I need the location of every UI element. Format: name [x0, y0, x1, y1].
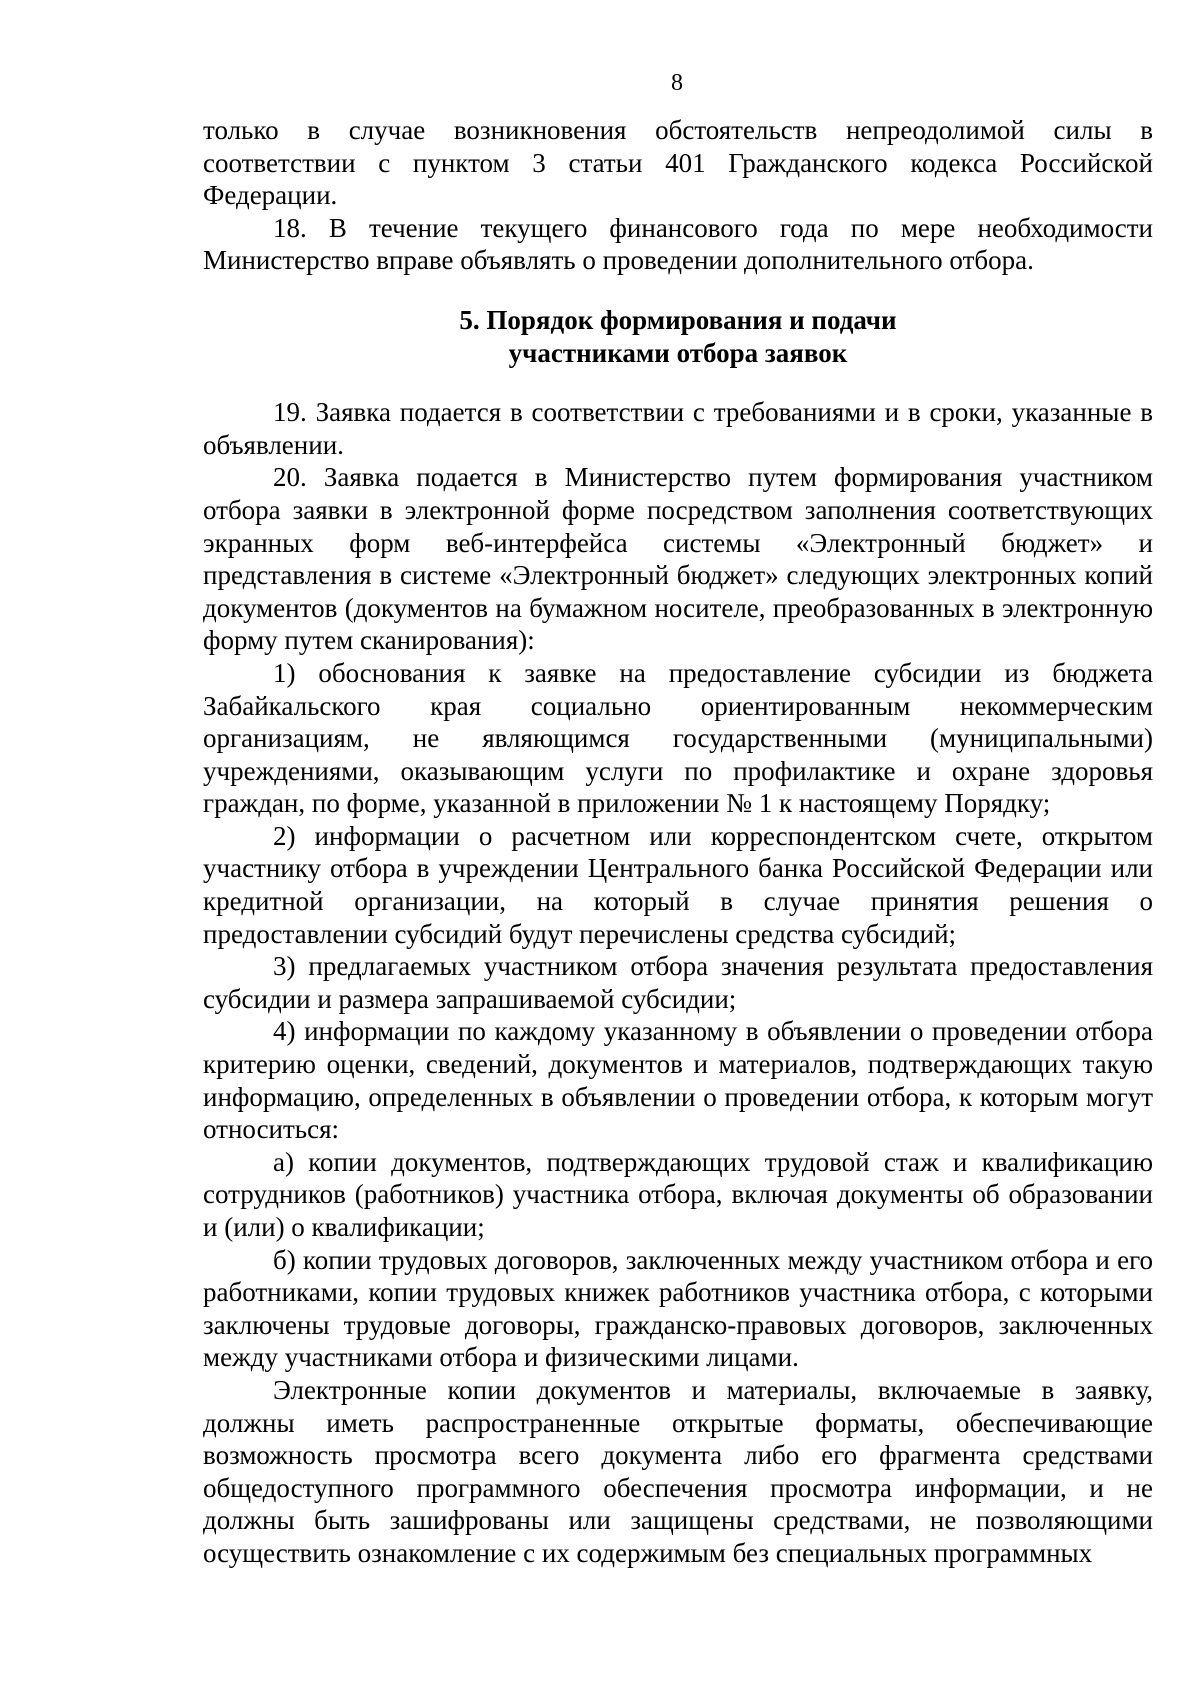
paragraph-electronic-copies: Электронные копии документов и материалы, включаемые в заявку, должны иметь распространенные открытые форматы, обеспечивающие возможность просмотра всего документа либо его фрагмента средствами общедоступного программного обеспечения просмотра информации, и не должны быть зашифрованы или защищены средствами, не позволяющими осуществить ознакомление с их содержимым без специальных программных — [203, 1374, 1153, 1568]
sub-item-a: а) копии документов, подтверждающих трудовой стаж и квалификацию сотрудников (работников) участника отбора, включая документы об образовании и (или) о квалификации; — [203, 1146, 1153, 1242]
list-item-4: 4) информации по каждому указанному в объявлении о проведении отбора критерию оценки, сведений, документов и материалов, подтверждающих такую информацию, определенных в объявлении о проведении отбора, к которым могут относиться: — [203, 1016, 1153, 1145]
list-item-1: 1) обоснования к заявке на предоставление субсидии из бюджета Забайкальского края социально ориентированным некоммерческим организациям, не являющимся государственными (муниципальными) учреждениями, оказывающим услуги по профилактике и охране здоровья граждан, по форме, указанной в приложении № 1 к настоящему Порядку; — [203, 657, 1153, 819]
sub-item-b: б) копии трудовых договоров, заключенных между участником отбора и его работниками, копии трудовых книжек работников участника отбора, с которыми заключены трудовые договоры, гражданско-правовых договоров, заключенных между участниками отбора и физическими лицами. — [203, 1244, 1153, 1373]
list-item-3: 3) предлагаемых участником отбора значения результата предоставления субсидии и размера запрашиваемой субсидии; — [203, 951, 1153, 1014]
page-number: 8 — [671, 70, 683, 96]
paragraph-item-19: 19. Заявка подается в соответствии с требованиями и в сроки, указанные в объявлении. — [203, 397, 1153, 460]
list-item-2: 2) информации о расчетном или корреспондентском счете, открытом участнику отбора в учреждении Центрального банка Российской Федерации или кредитной организации, на который в случае принятия решения о предоставлении субсидий будут перечислены средства субсидий; — [203, 820, 1153, 949]
section-heading — [203, 304, 1153, 369]
section-heading-line-2: участниками отбора заявок — [508, 337, 848, 368]
paragraph-continuation: только в случае возникновения обстоятельств непреодолимой силы в соответствии с пунктом 3 статьи 401 Гражданского кодекса Российской Федерации. — [203, 115, 1153, 211]
document-body — [203, 114, 1153, 1570]
paragraph-item-18: 18. В течение текущего финансового года по мере необходимости Министерство вправе объявлять о проведении дополнительного отбора. — [203, 212, 1153, 276]
section-heading-line-1: 5. Порядок формирования и подачи — [459, 304, 897, 335]
paragraph-item-20: 20. Заявка подается в Министерство путем формирования участником отбора заявки в электронной форме посредством заполнения соответствующих экранных форм веб-интерфейса системы «Электронный бюджет» и представления в системе «Электронный бюджет» следующих электронных копий документов (документов на бумажном носителе, преобразованных в электронную форму путем сканирования): — [203, 462, 1153, 656]
